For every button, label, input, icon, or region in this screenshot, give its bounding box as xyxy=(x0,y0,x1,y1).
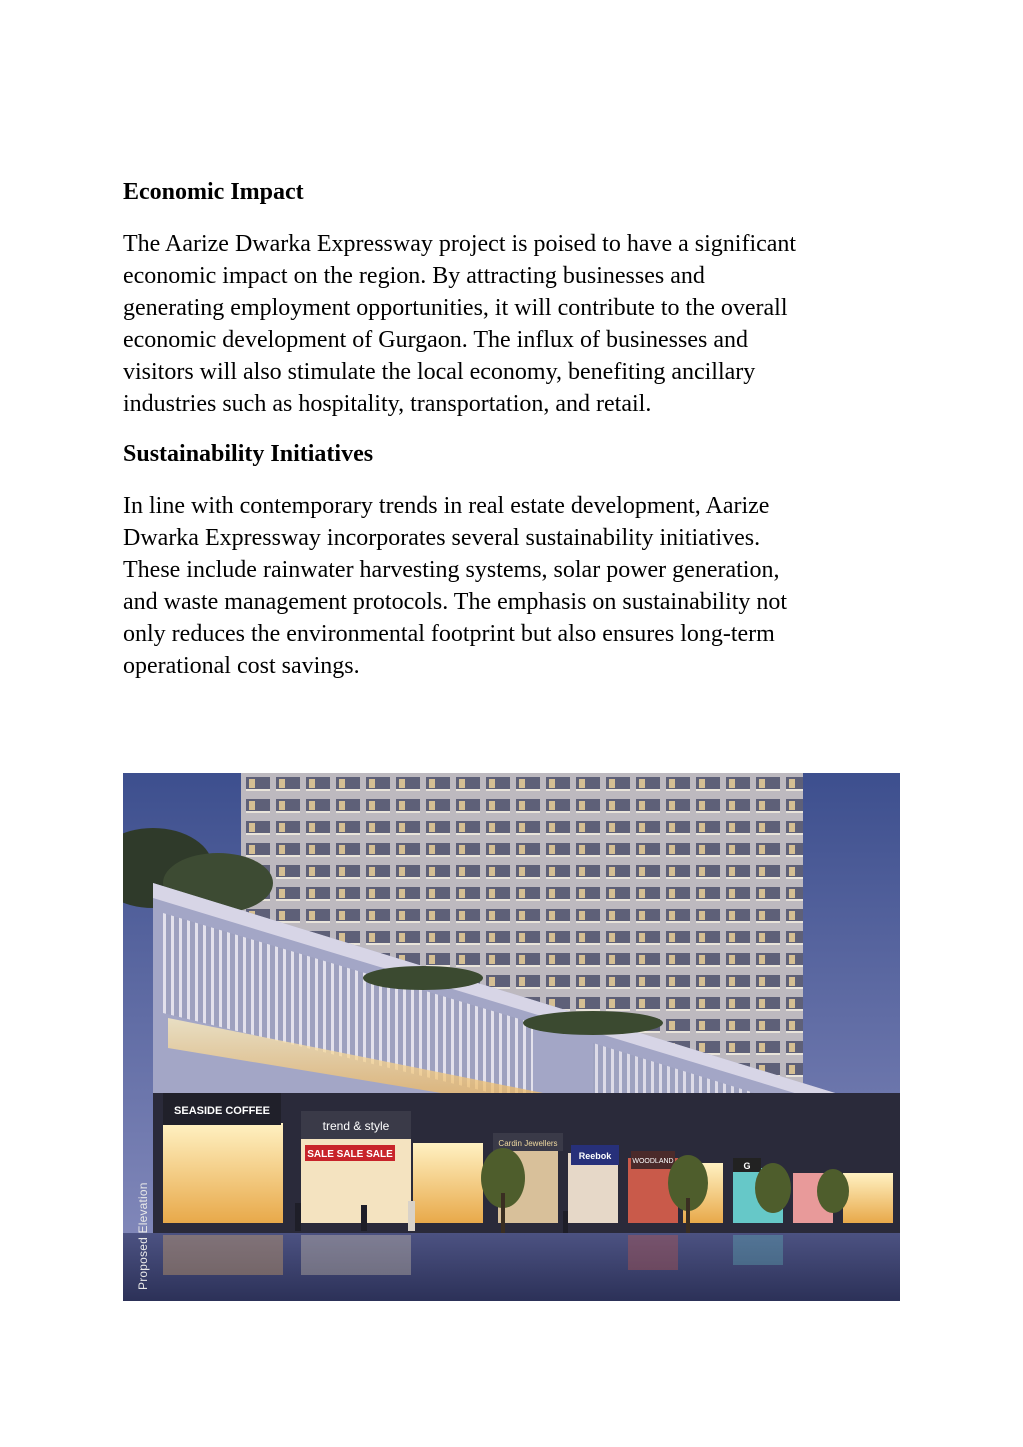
line: visitors will also stimulate the local economy, benefiting ancillary xyxy=(123,359,756,385)
text-content xyxy=(123,176,913,700)
building-elevation-image xyxy=(123,773,900,1301)
line: industries such as hospitality, transportation, and retail. xyxy=(123,391,652,417)
line: generating employment opportunities, it will contribute to the overall xyxy=(123,295,788,321)
sign-sale: SALE SALE SALE xyxy=(307,1149,393,1160)
sign-reebok: Reebok xyxy=(578,1151,612,1161)
paragraph-economic-impact xyxy=(123,228,913,420)
figure-caption: Proposed Elevation xyxy=(136,1182,150,1290)
sign-woodland: WOODLAND xyxy=(632,1158,674,1165)
line: Dwarka Expressway incorporates several sustainability initiatives. xyxy=(123,525,761,551)
section-heading-sustainability: Sustainability Initiatives xyxy=(123,441,374,467)
sign-lg: G xyxy=(743,1161,751,1171)
sign-cardin: Cardin Jewellers xyxy=(498,1139,558,1148)
section-heading-economic-impact: Economic Impact xyxy=(123,179,304,205)
line: The Aarize Dwarka Expressway project is poised to have a significant xyxy=(123,231,797,257)
line: In line with contemporary trends in real estate development, Aarize xyxy=(123,493,770,519)
sign-trend-style: trend & style xyxy=(322,1119,390,1133)
line: and waste management protocols. The emphasis on sustainability not xyxy=(123,589,788,615)
line: These include rainwater harvesting systems, solar power generation, xyxy=(123,557,780,583)
line: economic development of Gurgaon. The influx of businesses and xyxy=(123,327,748,353)
line: only reduces the environmental footprint but also ensures long-term xyxy=(123,621,775,647)
line: operational cost savings. xyxy=(123,653,360,679)
line: economic impact on the region. By attracting businesses and xyxy=(123,263,705,289)
sign-seaside-coffee: SEASIDE COFFEE xyxy=(174,1105,270,1117)
paragraph-sustainability xyxy=(123,490,913,682)
